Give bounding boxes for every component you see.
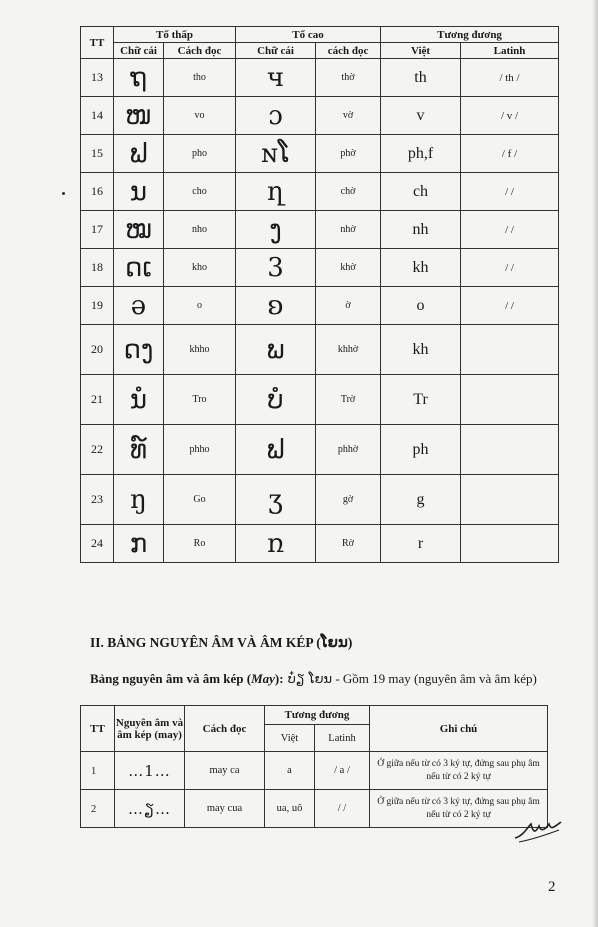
header-viet: Việt <box>381 43 461 59</box>
high-reading: thờ <box>316 59 381 97</box>
high-reading: ờ <box>316 287 381 325</box>
consonant-row <box>81 525 559 563</box>
latin-equivalent: / a / <box>315 752 370 790</box>
low-letter-glyph: ຖ <box>130 62 147 93</box>
high-reading: gờ <box>316 475 381 525</box>
row-number: 17 <box>81 211 114 249</box>
latin-equivalent: / / <box>461 287 559 325</box>
t2-header-note: Ghi chú <box>370 706 548 752</box>
high-reading: Rờ <box>316 525 381 563</box>
high-letter-glyph-cell <box>236 525 316 563</box>
high-letter-glyph-cell <box>236 173 316 211</box>
high-letter-glyph: ບໍ <box>267 384 284 415</box>
high-letter-glyph: ຟ <box>266 434 285 465</box>
viet-equivalent: g <box>381 475 461 525</box>
header-tt: TT <box>81 27 114 59</box>
high-letter-glyph-cell <box>236 475 316 525</box>
subtitle-italic: May <box>251 671 275 686</box>
subtitle-script: ບ໋ຽ ໂຍນ <box>283 672 333 687</box>
t2-header-latin: Latinh <box>315 725 370 752</box>
latin-equivalent: / / <box>461 173 559 211</box>
viet-equivalent: nh <box>381 211 461 249</box>
row-number: 14 <box>81 97 114 135</box>
low-letter-glyph-cell <box>114 173 164 211</box>
consonant-table-body <box>81 59 559 563</box>
section-heading-script: ໂຍນ <box>320 633 348 651</box>
row-number: 16 <box>81 173 114 211</box>
row-number: 22 <box>81 425 114 475</box>
high-reading: khhờ <box>316 325 381 375</box>
row-number: 1 <box>81 752 115 790</box>
viet-equivalent: v <box>381 97 461 135</box>
consonant-row <box>81 325 559 375</box>
high-reading: phờ <box>316 135 381 173</box>
consonant-row <box>81 211 559 249</box>
low-letter-glyph-cell <box>114 325 164 375</box>
high-letter-glyph: ʒ <box>268 484 283 515</box>
high-letter-glyph-cell <box>236 135 316 173</box>
vowel-glyph: …1… <box>115 752 185 790</box>
viet-equivalent: th <box>381 59 461 97</box>
signature-mark <box>513 818 563 844</box>
section-heading <box>90 633 352 651</box>
low-reading: o <box>164 287 236 325</box>
consonant-row <box>81 135 559 173</box>
header-high-letter: Chữ cái <box>236 43 316 59</box>
low-letter-glyph: ə <box>130 290 147 321</box>
latin-equivalent: / / <box>315 790 370 828</box>
high-reading: nhờ <box>316 211 381 249</box>
high-letter-glyph: ງ <box>269 214 282 245</box>
low-reading: pho <box>164 135 236 173</box>
viet-equivalent: ph <box>381 425 461 475</box>
ink-dot <box>62 192 65 195</box>
row-number: 20 <box>81 325 114 375</box>
high-letter-glyph-cell <box>236 249 316 287</box>
header-low-letter: Chữ cái <box>114 43 164 59</box>
viet-equivalent: ua, uô <box>265 790 315 828</box>
high-letter-glyph: ɴໂ <box>261 138 290 169</box>
high-letter-glyph: ʚ <box>267 290 284 321</box>
low-letter-glyph: ໜ <box>125 100 152 131</box>
high-reading: Trờ <box>316 375 381 425</box>
low-reading: cho <box>164 173 236 211</box>
consonant-row <box>81 249 559 287</box>
section-heading-text: II. BẢNG NGUYÊN ÂM VÀ ÂM KÉP ( <box>90 635 321 650</box>
page-edge-shadow <box>592 0 598 927</box>
viet-equivalent: Tr <box>381 375 461 425</box>
low-letter-glyph: ດເ <box>124 252 153 283</box>
low-letter-glyph-cell <box>114 97 164 135</box>
high-letter-glyph: ղ <box>267 176 284 207</box>
t2-header-viet: Việt <box>265 725 315 752</box>
row-number: 19 <box>81 287 114 325</box>
latin-equivalent <box>461 325 559 375</box>
latin-equivalent: / th / <box>461 59 559 97</box>
latin-equivalent <box>461 475 559 525</box>
header-group-high: Tổ cao <box>236 27 381 43</box>
vowel-reading: may cua <box>185 790 265 828</box>
high-letter-glyph: 3 <box>267 252 284 283</box>
high-reading: vờ <box>316 97 381 135</box>
consonant-row <box>81 425 559 475</box>
low-reading: kho <box>164 249 236 287</box>
latin-equivalent: / / <box>461 211 559 249</box>
consonant-row <box>81 59 559 97</box>
viet-equivalent: o <box>381 287 461 325</box>
high-letter-glyph-cell <box>236 211 316 249</box>
subtitle-bold-2: ): <box>274 671 284 686</box>
vowel-row <box>81 790 548 828</box>
high-letter-glyph: ɔ <box>268 100 283 131</box>
high-letter-glyph-cell <box>236 287 316 325</box>
header-latin: Latinh <box>461 43 559 59</box>
vowel-table <box>80 705 548 828</box>
row-number: 24 <box>81 525 114 563</box>
high-letter-glyph: ພ <box>266 334 285 365</box>
low-reading: Ro <box>164 525 236 563</box>
t2-header-vowel: Nguyên âm và âm kép (may) <box>115 706 185 752</box>
header-group-equiv: Tương đương <box>381 27 559 43</box>
low-letter-glyph-cell <box>114 287 164 325</box>
low-letter-glyph-cell <box>114 425 164 475</box>
latin-equivalent <box>461 425 559 475</box>
low-letter-glyph-cell <box>114 59 164 97</box>
latin-equivalent <box>461 525 559 563</box>
high-reading: chờ <box>316 173 381 211</box>
high-letter-glyph: ч <box>266 62 285 93</box>
low-letter-glyph-cell <box>114 249 164 287</box>
latin-equivalent: / v / <box>461 97 559 135</box>
low-letter-glyph: ດງ <box>123 334 154 365</box>
consonant-row <box>81 287 559 325</box>
low-letter-glyph-cell <box>114 475 164 525</box>
consonant-row <box>81 475 559 525</box>
header-high-reading: cách đọc <box>316 43 381 59</box>
low-reading: Go <box>164 475 236 525</box>
t2-header-reading: Cách đọc <box>185 706 265 752</box>
header-group-low: Tổ thấp <box>114 27 236 43</box>
note-text: Ở giữa nếu từ có 3 ký tự, đứng sau phụ âm nếu từ có 2 ký tự <box>370 752 548 790</box>
row-number: 2 <box>81 790 115 828</box>
high-letter-glyph-cell <box>236 59 316 97</box>
viet-equivalent: ph,f <box>381 135 461 173</box>
row-number: 13 <box>81 59 114 97</box>
viet-equivalent: ch <box>381 173 461 211</box>
low-letter-glyph: ທ໌ <box>129 434 148 465</box>
low-letter-glyph-cell <box>114 211 164 249</box>
low-reading: tho <box>164 59 236 97</box>
low-reading: nho <box>164 211 236 249</box>
row-number: 23 <box>81 475 114 525</box>
low-letter-glyph: ນໍ <box>129 384 148 415</box>
high-letter-glyph-cell <box>236 425 316 475</box>
low-letter-glyph: ໝ <box>125 214 152 245</box>
low-letter-glyph-cell <box>114 135 164 173</box>
section-heading-close: ) <box>347 635 353 650</box>
viet-equivalent: r <box>381 525 461 563</box>
low-reading: phho <box>164 425 236 475</box>
row-number: 21 <box>81 375 114 425</box>
high-letter-glyph-cell <box>236 97 316 135</box>
low-letter-glyph-cell <box>114 525 164 563</box>
low-letter-glyph: ຟ <box>129 138 148 169</box>
viet-equivalent: kh <box>381 249 461 287</box>
header-low-reading: Cách đọc <box>164 43 236 59</box>
row-number: 18 <box>81 249 114 287</box>
consonant-table <box>80 26 559 563</box>
row-number: 15 <box>81 135 114 173</box>
high-letter-glyph: ռ <box>266 528 285 559</box>
low-reading: vo <box>164 97 236 135</box>
latin-equivalent: / / <box>461 249 559 287</box>
high-letter-glyph-cell <box>236 375 316 425</box>
consonant-row <box>81 173 559 211</box>
page-number: 2 <box>548 879 556 895</box>
vowel-table-body <box>81 752 548 828</box>
viet-equivalent: a <box>265 752 315 790</box>
vowel-glyph: …ຽ… <box>115 790 185 828</box>
t2-header-equiv: Tương đương <box>265 706 370 725</box>
low-reading: khho <box>164 325 236 375</box>
low-letter-glyph: ນ <box>129 176 148 207</box>
section-subtitle <box>90 671 537 687</box>
high-letter-glyph-cell <box>236 325 316 375</box>
low-reading: Tro <box>164 375 236 425</box>
vowel-row <box>81 752 548 790</box>
low-letter-glyph: ŋ <box>130 484 147 515</box>
consonant-row <box>81 375 559 425</box>
low-letter-glyph-cell <box>114 375 164 425</box>
consonant-row <box>81 97 559 135</box>
latin-equivalent <box>461 375 559 425</box>
high-reading: phhờ <box>316 425 381 475</box>
viet-equivalent: kh <box>381 325 461 375</box>
high-reading: khờ <box>316 249 381 287</box>
subtitle-bold: Bảng nguyên âm và âm kép ( <box>90 671 252 686</box>
note-text: Ở giữa nếu từ có 3 ký tự, đứng sau phụ âm nếu từ có 2 ký tự <box>370 790 548 828</box>
low-letter-glyph: ກ <box>129 528 148 559</box>
vowel-reading: may ca <box>185 752 265 790</box>
latin-equivalent: / f / <box>461 135 559 173</box>
subtitle-rest: - Gồm 19 may (nguyên âm và âm kép) <box>332 671 537 686</box>
t2-header-tt: TT <box>81 706 115 752</box>
